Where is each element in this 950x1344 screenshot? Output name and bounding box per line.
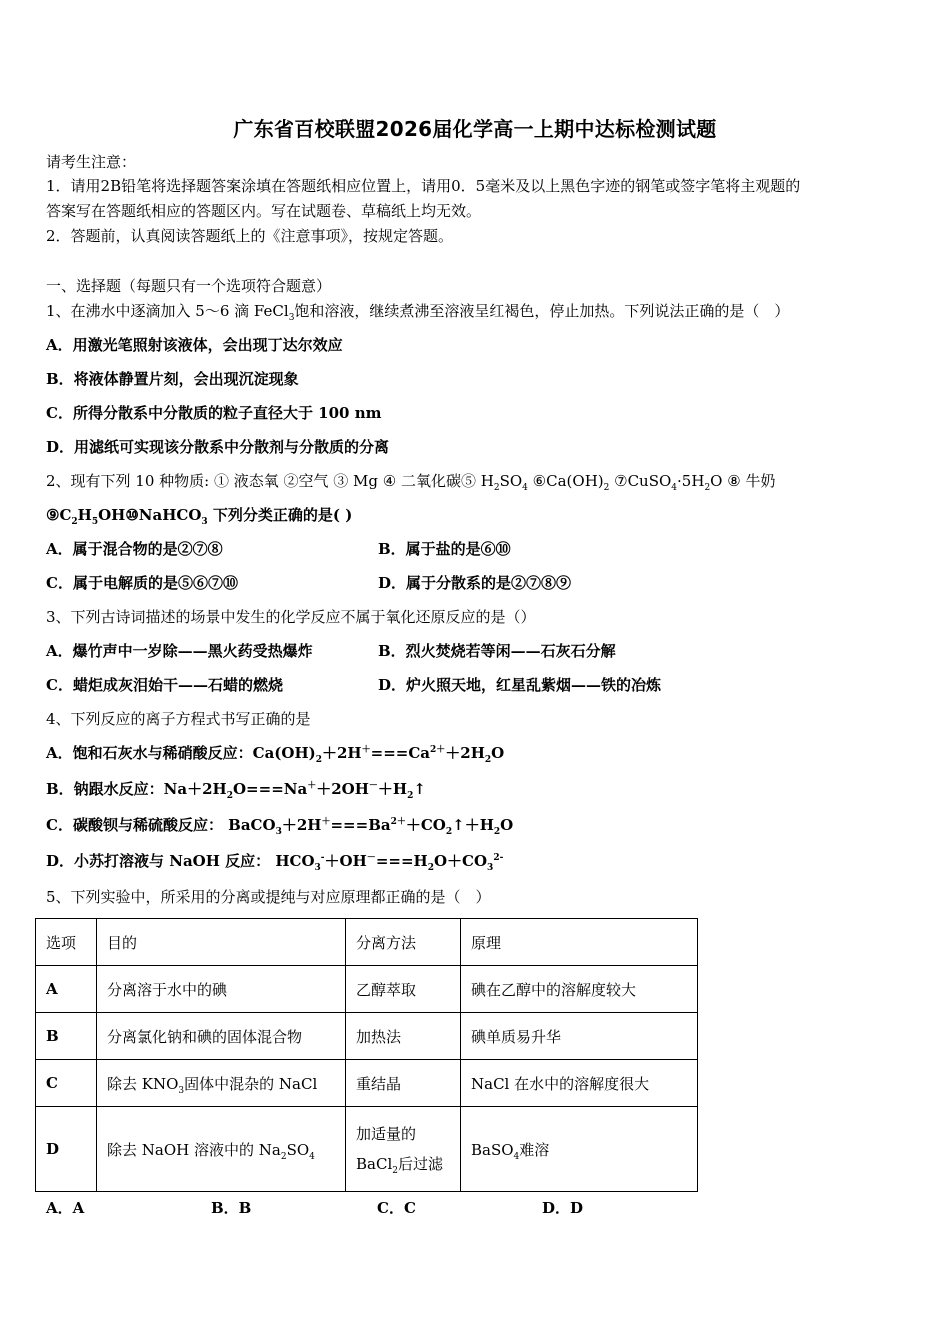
notice-item-1b: 答案写在答题纸相应的答题区内。写在试题卷、草稿纸上均无效。	[46, 202, 482, 220]
table-cell: 乙醇萃取	[346, 966, 461, 1013]
q3-option-a: A．爆竹声中一岁除——黑火药受热爆炸	[46, 642, 313, 660]
q2-option-c: C．属于电解质的是⑤⑥⑦⑩	[46, 574, 238, 592]
q3-option-b: B．烈火焚烧若等闲——石灰石分解	[378, 642, 616, 660]
table-cell: BaSO$_4$难溶	[461, 1107, 698, 1192]
question-2-stem-line1: 2、现有下列 10 种物质: ① 液态氧 ②空气 ③ Mg ④ 二氧化碳⑤ $H_2SO_4$ $⑥Ca(OH)_2$ $⑦CuSO_4\cdot 5H_2O$ ⑧ 牛奶	[46, 472, 776, 493]
q2-option-b: B．属于盐的是⑥⑩	[378, 540, 511, 558]
q5-table	[35, 918, 698, 1192]
question-2-stem-line2: $⑨C_2H_5OH⑩NaHCO_3$ 下列分类正确的是( )	[46, 506, 353, 527]
header-cell: 原理	[461, 919, 698, 966]
table-cell: 碘在乙醇中的溶解度较大	[461, 966, 698, 1013]
notice-item-2: 2．答题前，认真阅读答题纸上的《注意事项》，按规定答题。	[46, 227, 454, 245]
header-cell: 分离方法	[346, 919, 461, 966]
q2-option-d: D．属于分散系的是②⑦⑧⑨	[378, 574, 572, 592]
q4-option-c: C．碳酸钡与稀硫酸反应： $BaCO_3+2H^+===Ba^{2+}+CO_2↑+H_2O$	[46, 816, 514, 837]
table-cell: D	[36, 1107, 97, 1192]
page-title: 广东省百校联盟2026届化学高一上期中达标检测试题	[233, 117, 717, 141]
table-row	[36, 1013, 698, 1060]
table-row	[36, 966, 698, 1013]
table-cell: 除去 NaOH 溶液中的 $Na_2SO_4$	[97, 1107, 346, 1192]
notice-heading: 请考生注意：	[46, 153, 137, 171]
table-cell: 加热法	[346, 1013, 461, 1060]
header-cell: 目的	[97, 919, 346, 966]
table-cell: C	[36, 1060, 97, 1107]
question-3-stem: 3、下列古诗词描述的场景中发生的化学反应不属于氧化还原反应的是（）	[46, 608, 536, 626]
table-cell: 除去 $KNO_3$固体中混杂的 NaCl	[97, 1060, 346, 1107]
question-1-stem: 1、在沸水中逐滴加入 5～6 滴 FeCl$_3$饱和溶液，继续煮沸至溶液呈红褐色，停止加热。下列说法正确的是（ ）	[46, 302, 790, 323]
table-row	[36, 1060, 698, 1107]
q4-option-a: A．饱和石灰水与稀硝酸反应：$Ca(OH)_2+2H^+===Ca^{2+}+2H_2O$	[46, 744, 505, 765]
table-cell: B	[36, 1013, 97, 1060]
q1-option-b: B．将液体静置片刻，会出现沉淀现象	[46, 370, 299, 388]
q3-option-c: C．蜡炬成灰泪始干——石蜡的燃烧	[46, 676, 283, 694]
q3-option-d: D．炉火照天地，红星乱紫烟——铁的冶炼	[378, 676, 662, 694]
q3-options-row-1	[46, 641, 616, 661]
q2-options-row-2	[46, 573, 572, 593]
question-5-stem: 5、下列实验中，所采用的分离或提纯与对应原理都正确的是（ ）	[46, 888, 491, 906]
q1-option-a: A．用激光笔照射该液体，会出现丁达尔效应	[46, 336, 343, 354]
notice-item-1a: 1．请用2B铅笔将选择题答案涂填在答题纸相应位置上，请用0．5毫米及以上黑色字迹的钢笔或签字笔将主观题的	[46, 177, 801, 195]
table-cell: 碘单质易升华	[461, 1013, 698, 1060]
table-cell: 重结晶	[346, 1060, 461, 1107]
q4-option-b: B．钠跟水反应：$Na+2H_2O===Na^++2OH^-+H_2↑$	[46, 780, 426, 801]
q1-option-d: D．用滤纸可实现该分散系中分散剂与分散质的分离	[46, 438, 390, 456]
q2-option-a: A．属于混合物的是②⑦⑧	[46, 540, 223, 558]
q5-answer-options	[46, 1198, 746, 1218]
question-4-stem: 4、下列反应的离子方程式书写正确的是	[46, 710, 311, 728]
q4-option-d: D．小苏打溶液与 NaOH 反应： $HCO_3^-+OH^-===H_2O+CO_3^{2-}$	[46, 852, 504, 873]
section-heading: 一、选择题（每题只有一个选项符合题意）	[46, 277, 332, 295]
table-row	[36, 1107, 698, 1192]
q5-option-d: D．D	[542, 1199, 584, 1217]
q5-option-c: C．C	[377, 1199, 416, 1217]
q3-options-row-2	[46, 675, 662, 695]
table-cell: A	[36, 966, 97, 1013]
q5-option-b: B．B	[211, 1199, 252, 1217]
q1-option-c: C．所得分散系中分散质的粒子直径大于 100 nm	[46, 404, 382, 422]
table-cell: NaCl 在水中的溶解度很大	[461, 1060, 698, 1107]
q2-options-row-1	[46, 539, 511, 559]
table-cell: 分离氯化钠和碘的固体混合物	[97, 1013, 346, 1060]
header-cell: 选项	[36, 919, 97, 966]
q5-option-a: A．A	[46, 1199, 85, 1217]
table-cell: 加适量的 BaCl$_2$后过滤	[346, 1107, 461, 1192]
table-cell: 分离溶于水中的碘	[97, 966, 346, 1013]
table-header-row	[36, 919, 698, 966]
